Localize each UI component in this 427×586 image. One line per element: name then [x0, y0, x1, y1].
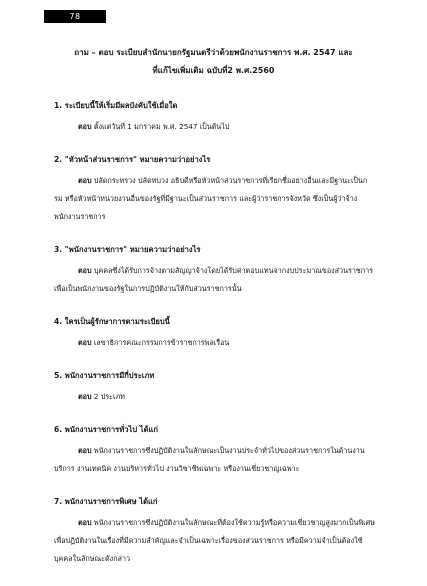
title-line-1: ถาม – ตอบ ระเบียบสำนักนายกรัฐมนตรีว่าด้วยพนักงานราชการ พ.ศ. 2547 และ [74, 48, 353, 57]
answer [54, 118, 375, 136]
qa-list [54, 100, 375, 586]
answer-label: ตอบ [78, 446, 92, 455]
qa-item-1 [54, 100, 375, 136]
qa-item-7 [54, 496, 375, 568]
question: 3. "พนักงานราชการ" หมายความว่าอย่างไร [54, 245, 201, 254]
answer [54, 334, 375, 352]
answer-text: เลขาธิการคณะกรรมการข้าราชการพลเรือน [93, 338, 230, 347]
qa-item-6 [54, 424, 375, 478]
question: 2. "หัวหน้าส่วนราชการ" หมายความว่าอย่างไร [54, 155, 211, 164]
answer-label: ตอบ [78, 176, 92, 185]
question: 6. พนักงานราชการทั่วไป ได้แก่ [54, 425, 159, 434]
answer-text: บุคคลซึ่งได้รับการจ้างตามสัญญาจ้างโดยได้รับค่าตอบแทนจากงบประมาณของส่วนราชการ เพื่อเป็นพนักงานของรัฐในการปฏิบัติงานให้กับส่วนราชการนั้น [54, 266, 374, 293]
qa-item-2 [54, 154, 375, 226]
answer-text: ตั้งแต่วันที่ 1 มกราคม พ.ศ. 2547 เป็นต้นไป [93, 122, 230, 131]
page-number-badge: 78 [44, 10, 106, 23]
question: 5. พนักงานราชการมีกี่ประเภท [54, 371, 155, 380]
answer-text: พนักงานราชการซึ่งปฏิบัติงานในลักษณะเป็นงานประจำทั่วไปของส่วนราชการในด้านงานบริการ งานเทคนิค งานบริหารทั่วไป งานวิชาชีพเฉพาะ หรืองานเชี่ยวชาญเฉพาะ [54, 446, 365, 473]
qa-item-3 [54, 244, 375, 298]
title-line-2: ที่แก้ไขเพิ่มเติม ฉบับที่2 พ.ศ.2560 [152, 66, 275, 75]
answer-text: พนักงานราชการซึ่งปฏิบัติงานในลักษณะที่ต้องใช้ความรู้หรือความเชี่ยวชาญสูงมากเป็นพิเศษเพื่อปฏิบัติงานในเรื่องที่มีความสำคัญและจำเป็นเฉพาะเรื่องของส่วนราชการ หรือมีความจำเป็นต้องใช้บุคคลในลักษณะดังกล่าว [54, 518, 375, 563]
question: 7. พนักงานราชการพิเศษ ได้แก่ [54, 497, 158, 506]
answer [54, 262, 375, 298]
answer [54, 442, 375, 478]
answer-text: 2 ประเภท [93, 392, 125, 401]
answer [54, 172, 375, 226]
answer-label: ตอบ [78, 338, 92, 347]
question: 4. ใครเป็นผู้รักษาการตามระเบียบนี้ [54, 317, 170, 326]
answer-label: ตอบ [78, 266, 92, 275]
question: 1. ระเบียบนี้ให้เริ่มมีผลบังคับใช้เมื่อใด [54, 101, 178, 110]
answer [54, 388, 375, 406]
answer [54, 514, 375, 568]
answer-label: ตอบ [78, 392, 92, 401]
document-title [40, 44, 387, 80]
qa-item-5 [54, 370, 375, 406]
answer-label: ตอบ [78, 518, 92, 527]
qa-item-4 [54, 316, 375, 352]
answer-label: ตอบ [78, 122, 92, 131]
answer-text: ปลัดกระทรวง ปลัดทบวง อธิบดีหรือหัวหน้าส่วนราชการที่เรียกชื่ออย่างอื่นและมีฐานะเป็นกรม หรือหัวหน้าหน่วยงานอื่นของรัฐที่มีฐานะเป็นส่วนราชการ และผู้ว่าราชการจังหวัด ซึ่งเป็นผู้ว่าจ้างพนักงานราชการ [54, 176, 368, 221]
